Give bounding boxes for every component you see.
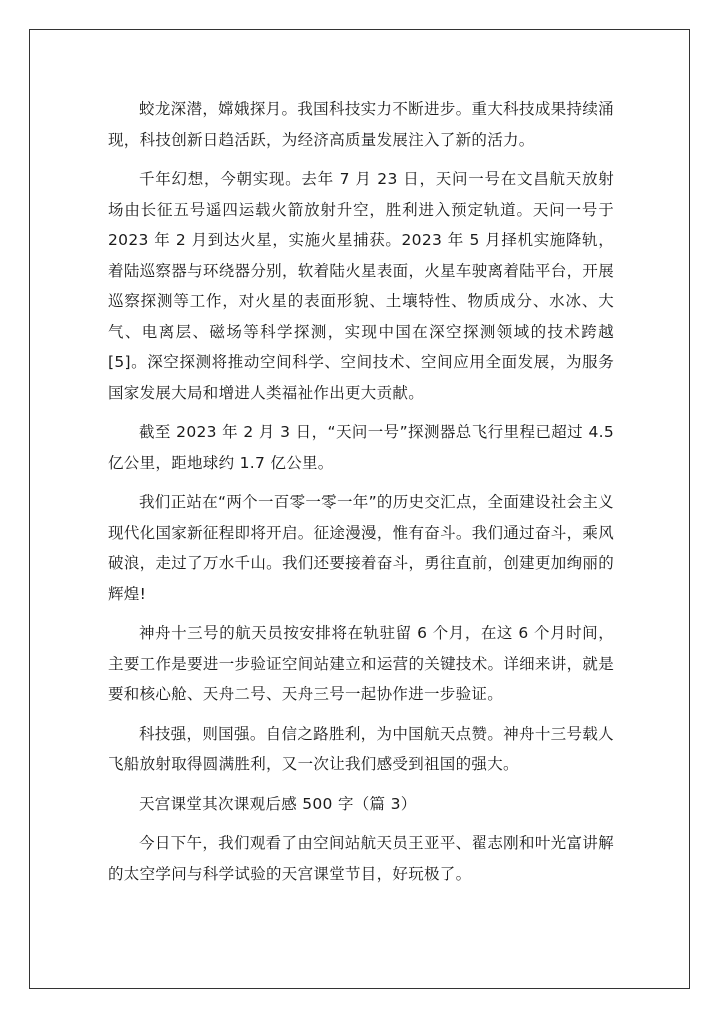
paragraph-5: 神舟十三号的航天员按安排将在轨驻留 6 个月，在这 6 个月时间，主要工作是要进一步验证空间站建立和运营的关键技术。详细来讲，就是要和核心舱、天舟二号、天舟三号一起协作进一步验证。: [108, 624, 614, 703]
section-heading: 天宫课堂其次课观后感 500 字（篇 3）: [139, 794, 417, 813]
paragraph-2: 千年幻想，今朝实现。去年 7 月 23 日，天问一号在文昌航天放射场由长征五号遥四运载火箭放射升空，胜利进入预定轨道。天问一号于 2023 年 2 月到达火星，实施火星捕获。2023 年 5 月择机实施降轨，着陆巡察器与环绕器分别，软着陆火星表面，火星车驶离着陆平台，开展巡察探测等工作，对火星的表面形貌、土壤特性、物质成分、水冰、大气、电离层、磁场等科学探测，实现中国在深空探测领域的技术跨越[5]。深空探测将推动空间科学、空间技术、空间应用全面发展，为服务国家发展大局和增进人类福祉作出更大贡献。: [108, 170, 614, 402]
paragraph-3: 截至 2023 年 2 月 3 日，“天问一号”探测器总飞行里程已超过 4.5 亿公里，距地球约 1.7 亿公里。: [108, 423, 614, 472]
paragraph-7: 今日下午，我们观看了由空间站航天员王亚平、翟志刚和叶光富讲解的太空学问与科学试验的天宫课堂节目，好玩极了。: [108, 834, 614, 883]
document-body: [108, 94, 614, 898]
paragraph-1: 蛟龙深潜，嫦娥探月。我国科技实力不断进步。重大科技成果持续涌现，科技创新日趋活跃，为经济高质量发展注入了新的活力。: [108, 100, 614, 149]
paragraph-4: 我们正站在“两个一百零一零一年”的历史交汇点，全面建设社会主义现代化国家新征程即将开启。征途漫漫，惟有奋斗。我们通过奋斗，乘风破浪，走过了万水千山。我们还要接着奋斗，勇往直前，创建更加绚丽的辉煌!: [108, 493, 614, 603]
paragraph-6: 科技强，则国强。自信之路胜利，为中国航天点赞。神舟十三号载人飞船放射取得圆满胜利，又一次让我们感受到祖国的强大。: [108, 724, 614, 773]
